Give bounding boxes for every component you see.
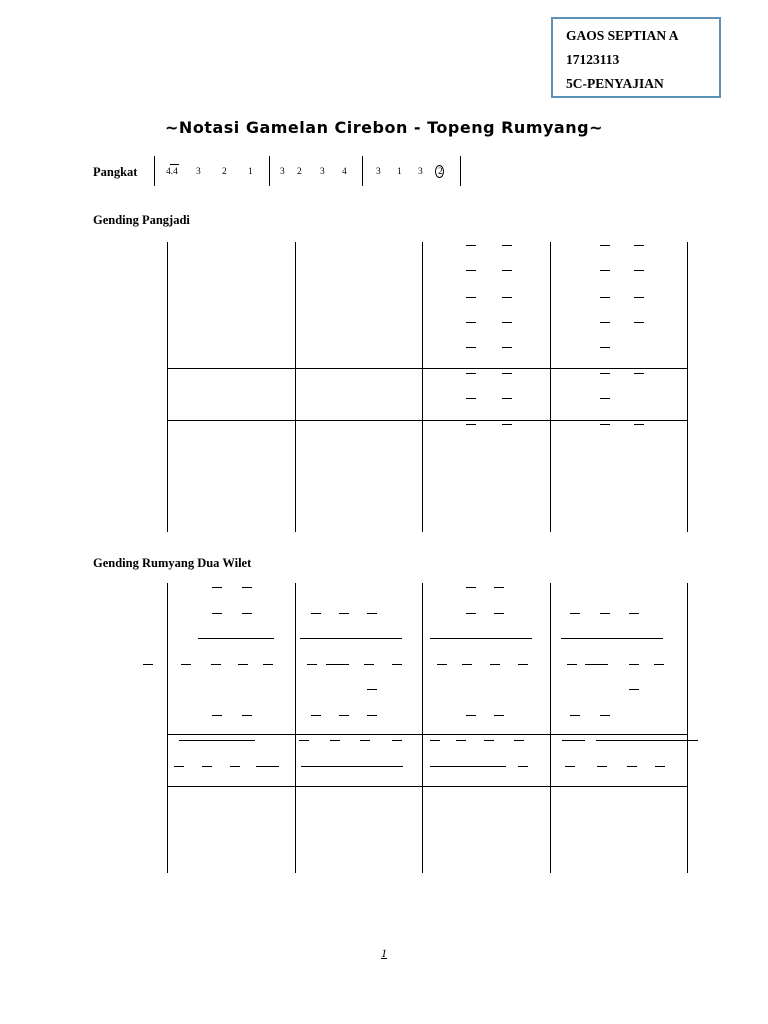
overline-mark (600, 347, 610, 348)
overline-mark (466, 245, 476, 246)
overline-mark (600, 424, 610, 425)
gong-circle-mark (435, 165, 444, 178)
overline-mark (502, 347, 512, 348)
overline-mark (600, 297, 610, 298)
overline-mark (143, 664, 153, 665)
overline-mark (494, 613, 504, 614)
overline-mark (502, 270, 512, 271)
pangkat-note: 3 (320, 167, 325, 177)
overline-mark (263, 664, 273, 665)
overline-mark (212, 613, 222, 614)
overline-mark (567, 664, 577, 665)
overline-mark (494, 587, 504, 588)
overline-mark (364, 664, 374, 665)
overline-mark (466, 587, 476, 588)
overline-mark (311, 715, 321, 716)
overline-mark (634, 297, 644, 298)
overline-mark (655, 766, 665, 767)
pangkat-note: 3 (196, 167, 201, 177)
overline-mark (367, 689, 377, 690)
pangkat-note: 1 (248, 167, 253, 177)
overline-mark (430, 740, 440, 741)
overline-mark (392, 664, 402, 665)
pangkat-note: 3 (376, 167, 381, 177)
overline-mark (600, 245, 610, 246)
overline-mark (634, 424, 644, 425)
student-name: GAOS SEPTIAN A (566, 28, 679, 43)
overline-mark (212, 715, 222, 716)
overline-mark (300, 638, 402, 639)
section-title-pangjadi: Gending Pangjadi (93, 213, 190, 227)
bar-line (687, 242, 688, 532)
overline-mark (466, 347, 476, 348)
bar-line (362, 156, 363, 186)
overline-mark (462, 664, 472, 665)
overline-mark (484, 740, 494, 741)
overline-mark (596, 740, 698, 741)
overline-mark (629, 689, 639, 690)
row-divider (167, 368, 687, 369)
overline-mark (367, 613, 377, 614)
overline-mark (466, 322, 476, 323)
overline-mark (339, 613, 349, 614)
overline-mark (585, 664, 608, 665)
section-title-rumyang: Gending Rumyang Dua Wilet (93, 556, 252, 570)
student-info-box (551, 17, 721, 98)
overline-mark (242, 715, 252, 716)
overline-mark (179, 740, 255, 741)
overline-mark (230, 766, 240, 767)
overline-mark (634, 373, 644, 374)
overline-mark (634, 245, 644, 246)
overline-mark (502, 398, 512, 399)
overline-mark (339, 715, 349, 716)
overline-mark (627, 766, 637, 767)
overline-mark (502, 245, 512, 246)
pangkat-note: 4 (342, 167, 347, 177)
bar-line (460, 156, 461, 186)
overline-mark (466, 613, 476, 614)
overline-mark (654, 664, 664, 665)
overline-mark (502, 322, 512, 323)
overline-mark (502, 297, 512, 298)
overline-mark (307, 664, 317, 665)
overline-mark (502, 373, 512, 374)
overline-mark (311, 613, 321, 614)
overline-mark (466, 715, 476, 716)
overline-mark (597, 766, 607, 767)
overline-mark (437, 664, 447, 665)
bar-line (154, 156, 155, 186)
overline-mark (570, 613, 580, 614)
overline-mark (360, 740, 370, 741)
pangkat-note: 4.4 (166, 167, 178, 177)
row-divider (167, 420, 687, 421)
row-divider (167, 734, 687, 735)
overline-mark (456, 740, 466, 741)
row-divider (167, 786, 687, 787)
overline-mark (430, 638, 532, 639)
overline-mark (600, 613, 610, 614)
overline-mark (466, 398, 476, 399)
overline-mark (174, 766, 184, 767)
bar-line (167, 242, 168, 532)
bar-line (550, 242, 551, 532)
page-number: 1 (381, 946, 387, 960)
bar-line (295, 242, 296, 532)
overline-mark (181, 664, 191, 665)
overline-mark (570, 715, 580, 716)
overline-mark (301, 766, 403, 767)
bar-line (269, 156, 270, 186)
overline-mark (466, 424, 476, 425)
pangkat-note: 2 (438, 167, 443, 177)
overline-mark (514, 740, 524, 741)
overline-mark (600, 398, 610, 399)
overline-mark (600, 270, 610, 271)
bar-line (422, 242, 423, 532)
overline-mark (256, 766, 279, 767)
overline-mark (518, 766, 528, 767)
overline-mark (518, 664, 528, 665)
overline-mark (326, 664, 349, 665)
bar-line (295, 583, 296, 873)
overline-mark (634, 322, 644, 323)
pangkat-note: 2 (222, 167, 227, 177)
overline-mark (466, 270, 476, 271)
overline-mark (629, 664, 639, 665)
overline-mark (198, 638, 274, 639)
student-id: 17123113 (566, 52, 620, 67)
overline-mark (494, 715, 504, 716)
pangkat-note: 2 (297, 167, 302, 177)
overline-mark (490, 664, 500, 665)
overline-mark (600, 715, 610, 716)
overline-mark (565, 766, 575, 767)
overline-mark (242, 613, 252, 614)
overline-mark (238, 664, 248, 665)
overline-mark (562, 740, 585, 741)
bar-line (550, 583, 551, 873)
overline-mark (466, 297, 476, 298)
overline-mark (600, 322, 610, 323)
bar-line (422, 583, 423, 873)
overline-mark (299, 740, 309, 741)
overline-mark (367, 715, 377, 716)
overline-mark (212, 587, 222, 588)
pangkat-note: 3 (280, 167, 285, 177)
overline-mark (202, 766, 212, 767)
overline-mark (629, 613, 639, 614)
bar-line (687, 583, 688, 873)
pangkat-note: 3 (418, 167, 423, 177)
pangkat-note: 1 (397, 167, 402, 177)
student-class: 5C-PENYAJIAN (566, 76, 664, 91)
overline-mark (211, 664, 221, 665)
overline-mark (242, 587, 252, 588)
overline-mark (502, 424, 512, 425)
overline-mark (330, 740, 340, 741)
overline-mark (170, 164, 179, 165)
document-title: ~Notasi Gamelan Cirebon - Topeng Rumyang~ (165, 118, 603, 137)
bar-line (167, 583, 168, 873)
overline-mark (466, 373, 476, 374)
overline-mark (430, 766, 506, 767)
overline-mark (600, 373, 610, 374)
pangkat-label: Pangkat (93, 165, 138, 179)
overline-mark (561, 638, 663, 639)
overline-mark (634, 270, 644, 271)
overline-mark (392, 740, 402, 741)
